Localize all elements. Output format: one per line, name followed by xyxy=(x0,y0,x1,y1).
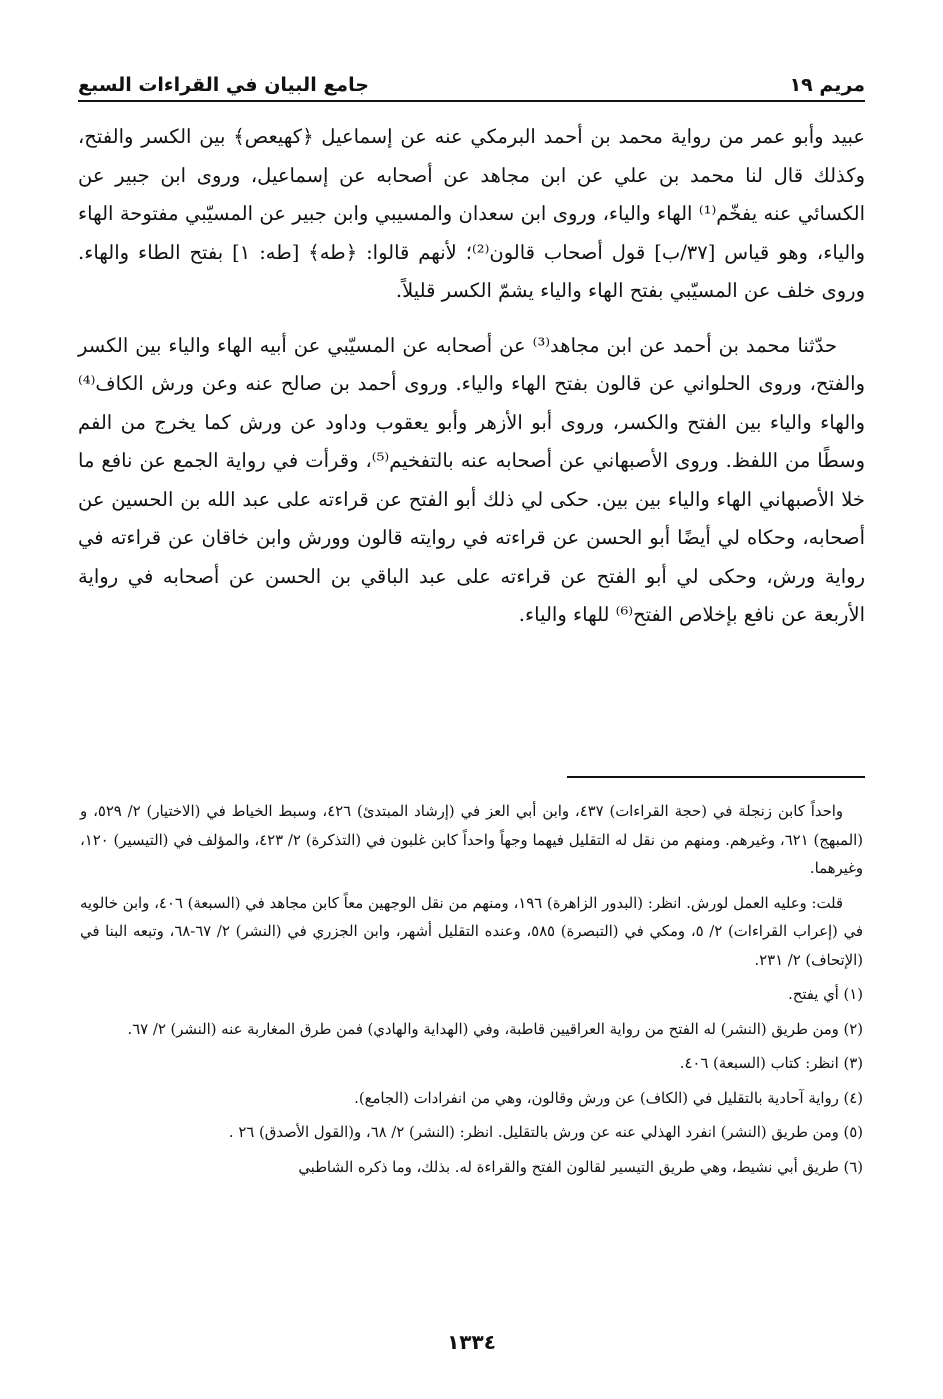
book-title: جامع البيان في القراءات السبع xyxy=(78,74,369,96)
footnote-1: (١) أي يفتح. xyxy=(788,986,863,1003)
running-header xyxy=(78,62,865,102)
footnote-6: (٦) طريق أبي نشيط، وهي طريق التيسير لقالون الفتح والقراءة له. بذلك، وما ذكره الشاطبي xyxy=(298,1158,863,1176)
main-text xyxy=(78,118,865,635)
footnote-continuation-1: واحداً كابن زنجلة في (حجة القراءات) ٤٣٧، وابن أبي العز في (إرشاد المبتدئ) ٤٢٦، وسبط الخياط في (الاختيار) ٢/ ٥٢٩، و (المبهج) ٦٢١، وغيرهم. ومنهم من نقل له التقليل فيهما وجهاً واحداً كابن غلبون في (التذكرة) ٢/ ٤٢٣، والمؤلف في (التيسير) ١٢٠، وغيرهما. xyxy=(80,803,863,877)
footnote-4: (٤) رواية آحادية بالتقليل في (الكاف) عن ورش وقالون، وهي من انفرادات (الجامع). xyxy=(354,1089,863,1107)
footnote-5: (٥) ومن طريق (النشر) انفرد الهذلي عنه عن ورش بالتقليل. انظر: (النشر) ٢/ ٦٨، و(القول الأصدق) ٢٦ . xyxy=(228,1124,863,1141)
chapter-label: مريم ١٩ xyxy=(789,74,865,96)
footnotes xyxy=(80,798,863,1188)
footnote-separator xyxy=(567,776,865,778)
paragraph-2: حدّثنا محمد بن أحمد عن ابن مجاهد⁽³⁾ عن أصحابه عن المسيّبي عن أبيه الهاء والياء بين الكسر والفتح، وروى الحلواني عن قالون بفتح الهاء والياء. وروى أحمد بن صالح عنه وعن ورش الكاف⁽⁴⁾ والهاء والياء بين الفتح والكسر، وروى أبو الأزهر وأبو يعقوب وداود عن ورش كما يخرج من الفم وسطًا من اللفظ. وروى الأصبهاني عن أصحابه عنه بالتفخيم⁽⁵⁾، وقرأت في رواية الجمع عن نافع ما خلا الأصبهاني الهاء والياء بين بين. حكى لي ذلك أبو الفتح عن قراءته على عبد الله بن الحسين عن أصحابه، وحكاه لي أيضًا أبو الحسن عن قراءته في روايته قالون وورش وابن خاقان عن قراءته في رواية ورش، وحكى لي أبو الفتح عن قراءته على عبد الباقي بن الحسن عن أصحابه في رواية الأربعة عن نافع بإخلاص الفتح⁽⁶⁾ للهاء والياء. xyxy=(78,333,865,626)
paragraph-1: عبيد وأبو عمر من رواية محمد بن أحمد البرمكي عنه عن إسماعيل ﴿كهيعص﴾ بين الكسر والفتح، وكذلك قال لنا محمد بن علي عن ابن مجاهد عن أصحابه عن إسماعيل، وروى ابن جبير عن الكسائي عنه يفخّم⁽¹⁾ الهاء والياء، وروى ابن سعدان والمسيبي وابن جبير عن المسيّبي مفتوحة الهاء والياء، وهو قياس [٣٧/ب] قول أصحاب قالون⁽²⁾؛ لأنهم قالوا: ﴿طه﴾ [طه: ١] بفتح الطاء والهاء. وروى خلف عن المسيّبي بفتح الهاء والياء يشمّ الكسر قليلاً. xyxy=(78,125,865,302)
footnote-continuation-2: قلت: وعليه العمل لورش. انظر: (البدور الزاهرة) ١٩٦، ومنهم من نقل الوجهين معاً كابن مجاهد في (السبعة) ٤٠٦، وابن خالويه في (إعراب القراءات) ٢/ ٥، ومكي في (التبصرة) ٥٨٥، وعنده التقليل أشهر، وابن الجزري في (النشر) ٢/ ٦٧-٦٨، وتبعه البنا في (الإتحاف) ٢/ ٢٣١. xyxy=(80,894,863,969)
footnote-2: (٢) ومن طريق (النشر) له الفتح من رواية العراقيين قاطبة، وفي (الهداية والهادي) فمن طرق المغاربة عنه (النشر) ٢/ ٦٧. xyxy=(127,1020,863,1038)
page-number: ١٣٣٤ xyxy=(447,1330,496,1354)
footnote-3: (٣) انظر: كتاب (السبعة) ٤٠٦. xyxy=(679,1055,863,1072)
